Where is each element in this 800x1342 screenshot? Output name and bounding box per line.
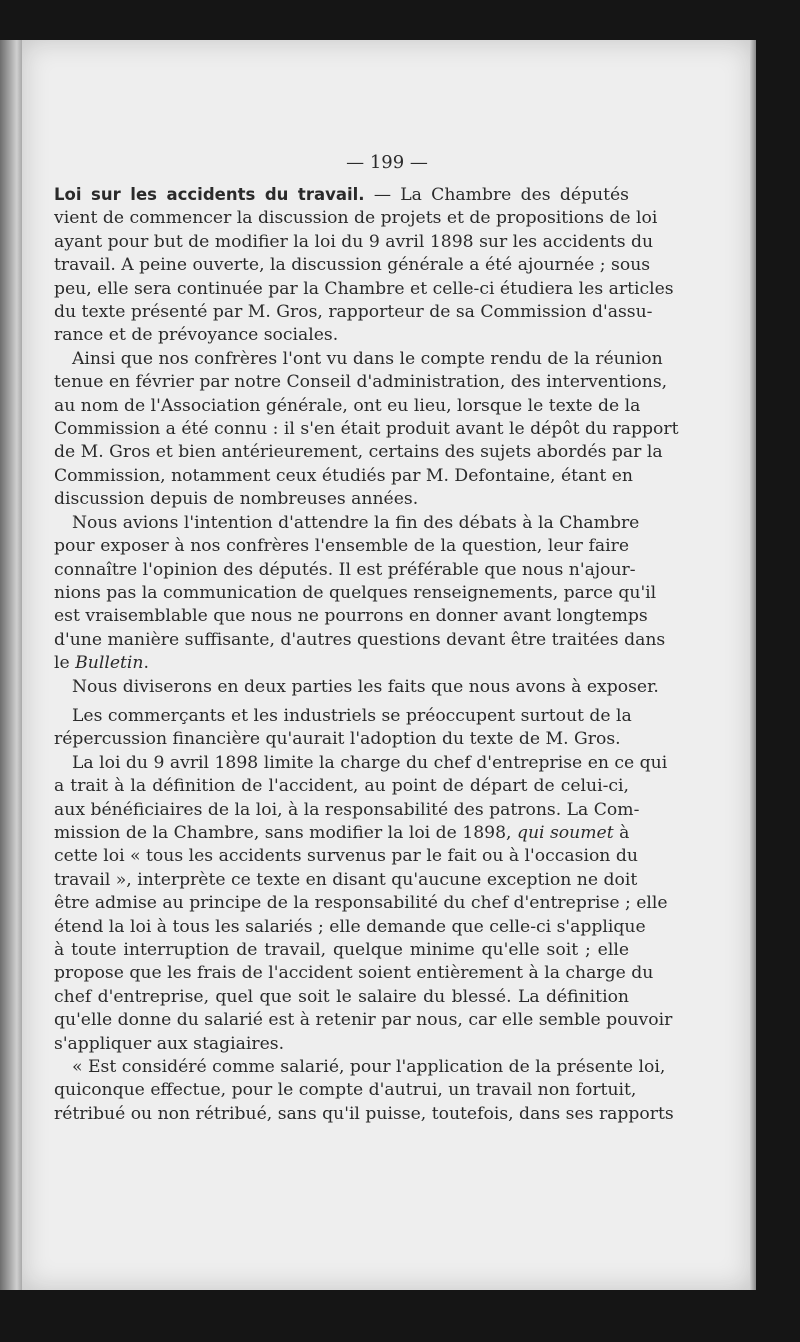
text-line: de M. Gros et bien antérieurement, certains des sujets abordés par la xyxy=(54,442,663,463)
text-line: étend la loi à tous les salariés ; elle demande que celle-ci s'applique xyxy=(54,916,646,937)
text-line: Nous diviserons en deux parties les faits que nous avons à exposer. xyxy=(72,676,659,697)
text-line: nions pas la communication de quelques renseignements, parce qu'il xyxy=(54,582,657,603)
text-line: le Bulletin. xyxy=(54,653,149,674)
text-line: a trait à la définition de l'accident, au point de départ de celui-ci, xyxy=(54,776,629,797)
text-line: chef d'entreprise, quel que soit le salaire du blessé. La définition xyxy=(54,986,629,1007)
italic-phrase: qui soumet xyxy=(516,822,614,843)
text-line: discussion depuis de nombreuses années. xyxy=(54,489,419,510)
text-line: être admise au principe de la responsabilité du chef d'entreprise ; elle xyxy=(54,893,668,914)
text-line: La loi du 9 avril 1898 limite la charge du chef d'entreprise en ce qui xyxy=(72,752,668,773)
adjacent-page-edge xyxy=(0,40,24,1290)
text-line: ayant pour but de modifier la loi du 9 avril 1898 sur les accidents du xyxy=(54,231,654,252)
text-line: rétribué ou non rétribué, sans qu'il puisse, toutefois, dans ses rapports xyxy=(54,1103,674,1124)
text-line: Loi sur les accidents du travail. — La Chambre des députés xyxy=(54,185,629,205)
body-text xyxy=(54,183,679,1126)
text-line: rance et de prévoyance sociales. xyxy=(54,325,339,346)
text-line: tenue en février par notre Conseil d'administration, des interventions, xyxy=(54,372,668,393)
text-line: Commission, notamment ceux étudiés par M. Defontaine, étant en xyxy=(54,465,633,486)
text-line: propose que les frais de l'accident soient entièrement à la charge du xyxy=(54,963,654,984)
text-line: à toute interruption de travail, quelque minime qu'elle soit ; elle xyxy=(54,940,629,960)
text-line: Ainsi que nos confrères l'ont vu dans le compte rendu de la réunion xyxy=(72,348,663,369)
text-line: Les commerçants et les industriels se préoccupent surtout de la xyxy=(72,705,632,726)
text-line: est vraisemblable que nous ne pourrons en donner avant longtemps xyxy=(54,606,648,627)
text-line: mission de la Chambre, sans modifier la loi de 1898, qui soumet à xyxy=(54,822,630,843)
text-line: cette loi « tous les accidents survenus par le fait ou à l'occasion du xyxy=(54,846,638,867)
text-line: d'une manière suffisante, d'autres questions devant être traitées dans xyxy=(54,629,666,650)
text-line: travail », interprète ce texte en disant qu'aucune exception ne doit xyxy=(54,869,638,890)
text-line: Commission a été connu : il s'en était produit avant le dépôt du rapport xyxy=(54,419,679,440)
text-line: s'appliquer aux stagiaires. xyxy=(54,1033,285,1054)
text-line: vient de commencer la discussion de projets et de propositions de loi xyxy=(54,208,658,229)
text-line: qu'elle donne du salarié est à retenir par nous, car elle semble pouvoir xyxy=(54,1010,673,1031)
text-line: travail. A peine ouverte, la discussion générale a été ajournée ; sous xyxy=(54,255,651,276)
text-line: Nous avions l'intention d'attendre la fin des débats à la Chambre xyxy=(72,512,640,533)
page-edge xyxy=(750,40,756,1290)
section-heading: Loi sur les accidents du travail. xyxy=(54,185,365,204)
text-line: répercussion financière qu'aurait l'adoption du texte de M. Gros. xyxy=(54,729,621,750)
text-line: au nom de l'Association générale, ont eu lieu, lorsque le texte de la xyxy=(54,395,641,416)
text-line: quiconque effectue, pour le compte d'autrui, un travail non fortuit, xyxy=(54,1080,637,1101)
text-line: pour exposer à nos confrères l'ensemble de la question, leur faire xyxy=(54,536,629,557)
text-line: du texte présenté par M. Gros, rapporteur de sa Commission d'assu- xyxy=(54,302,653,323)
bulletin-title: Bulletin xyxy=(75,653,144,674)
text-line: connaître l'opinion des députés. Il est préférable que nous n'ajour- xyxy=(54,559,636,580)
text-line: « Est considéré comme salarié, pour l'application de la présente loi, xyxy=(72,1057,666,1078)
page-number: — 199 — xyxy=(346,152,428,173)
text-line: peu, elle sera continuée par la Chambre et celle-ci étudiera les articles xyxy=(54,278,674,299)
book-page xyxy=(22,40,752,1290)
text-line: aux bénéficiaires de la loi, à la responsabilité des patrons. La Com- xyxy=(54,799,640,820)
